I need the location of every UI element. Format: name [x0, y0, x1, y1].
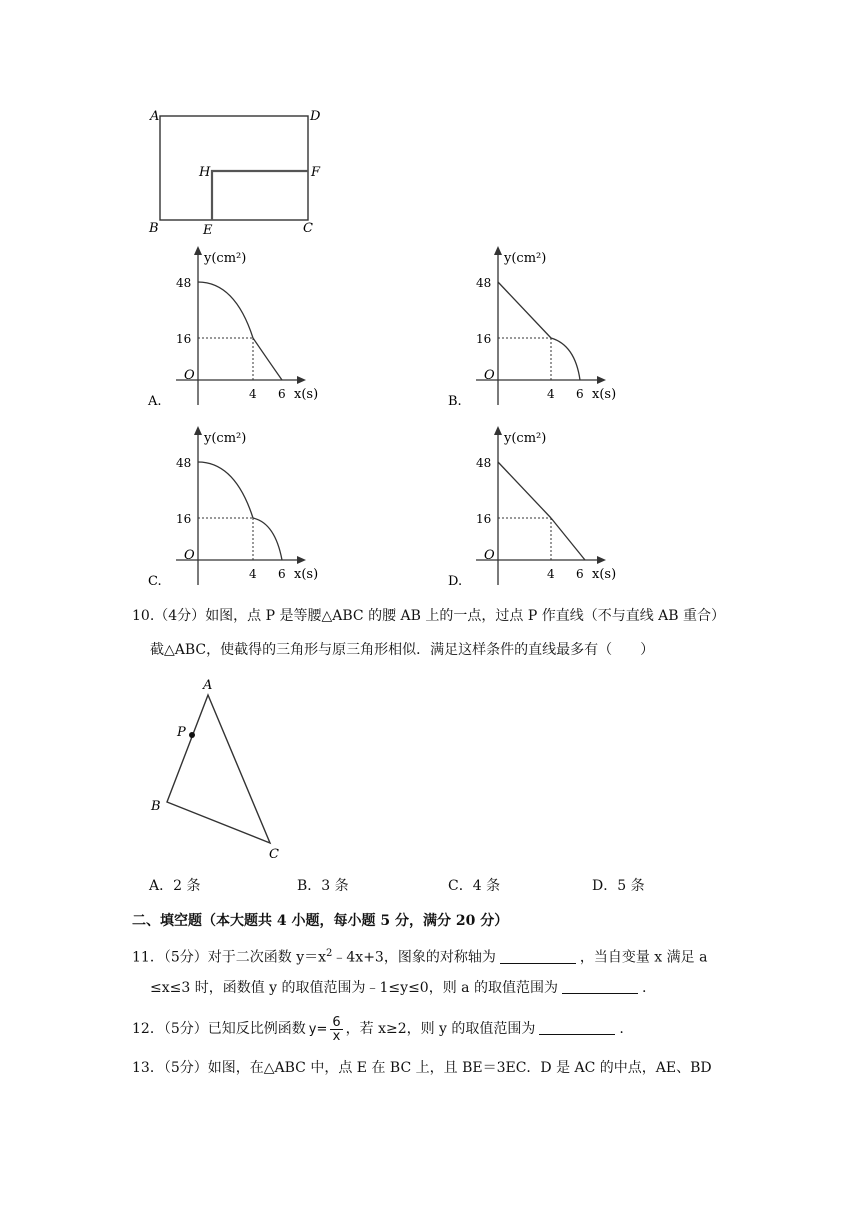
label-E: E — [203, 223, 213, 238]
option-letter: C. — [148, 574, 162, 589]
q11-line1 — [132, 944, 707, 968]
y-tick-48: 48 — [476, 456, 492, 470]
section-heading: 二、填空题（本大题共 4 小题，每小题 5 分，满分 20 分） — [132, 913, 509, 929]
graph-option-b — [440, 245, 620, 410]
fraction-numerator: 6 — [332, 1014, 341, 1030]
q10-option-d[interactable]: D．5 条 — [592, 878, 645, 894]
option-letter: D. — [448, 574, 463, 589]
label-F: F — [311, 165, 321, 180]
q10-option-b[interactable]: B．3 条 — [297, 878, 349, 894]
y-tick-16: 16 — [476, 512, 492, 526]
graph-option-a — [140, 245, 320, 410]
fraction — [330, 1016, 342, 1043]
y-tick-16: 16 — [176, 332, 192, 346]
y-axis-label: y(cm²) — [504, 431, 547, 446]
q12-text-3: . — [619, 1021, 624, 1037]
question-text: 如图，在△ABC 中，点 E 在 BC 上，且 BE＝3EC．D 是 AC 的中点，AE、BD — [207, 1060, 712, 1076]
label-H: H — [199, 165, 211, 180]
x-tick-6: 6 — [576, 387, 584, 401]
fraction-denominator: x — [332, 1028, 341, 1044]
answer-blank[interactable] — [562, 979, 638, 994]
option-letter: B. — [448, 394, 462, 409]
question-text: 如图，点 P 是等腰△ABC 的腰 AB 上的一点，过点 P 作直线（不与直线 AB 重合） — [205, 608, 726, 624]
question-number: 12． — [132, 1021, 164, 1037]
q10-line1 — [132, 606, 725, 626]
graph-option-c — [140, 425, 320, 590]
origin-label: O — [484, 548, 495, 563]
triangle-figure — [145, 675, 305, 865]
y-axis-label: y(cm²) — [504, 251, 547, 266]
x-tick-4: 4 — [547, 387, 555, 401]
x-axis-label: x(s) — [294, 567, 319, 582]
label-B: B — [149, 221, 159, 236]
answer-blank[interactable] — [500, 949, 576, 964]
q11-text-2: ﹣4x+3，图象的对称轴为 — [332, 949, 496, 966]
q12-text-2: ，若 x≥2，则 y 的取值范围为 — [345, 1021, 536, 1037]
x-tick-4: 4 — [249, 567, 257, 581]
x-tick-4: 4 — [547, 567, 555, 581]
label-C: C — [303, 221, 313, 236]
y-tick-16: 16 — [476, 332, 492, 346]
option-letter: A. — [148, 394, 162, 409]
label-A: A — [203, 678, 213, 693]
x-tick-6: 6 — [278, 567, 286, 581]
question-score: （5分） — [163, 1021, 208, 1037]
q10-option-a[interactable]: A．2 条 — [149, 878, 201, 894]
point-p — [189, 732, 195, 738]
origin-label: O — [484, 368, 495, 383]
label-A: A — [150, 109, 160, 124]
label-C: C — [269, 847, 279, 862]
answer-blank[interactable] — [539, 1020, 615, 1035]
q11-text-1: 对于二次函数 y＝x — [207, 949, 327, 966]
y-axis-label: y(cm²) — [204, 431, 247, 446]
y-tick-48: 48 — [176, 456, 192, 470]
x-axis-label: x(s) — [592, 387, 617, 402]
y-tick-16: 16 — [176, 512, 192, 526]
q10-option-c[interactable]: C．4 条 — [448, 878, 501, 894]
origin-label: O — [184, 368, 195, 383]
q12-line — [132, 1014, 624, 1045]
q12-text-1: 已知反比例函数 — [207, 1021, 306, 1037]
origin-label: O — [184, 548, 195, 563]
q11-text-5: . — [641, 980, 647, 996]
graph-option-d — [440, 425, 620, 590]
q11-text-3: ，当自变量 x 满足 a — [579, 949, 708, 966]
y-tick-48: 48 — [476, 276, 492, 290]
fraction-lhs: y= — [308, 1022, 328, 1037]
label-B: B — [151, 799, 161, 814]
q13-line — [132, 1058, 712, 1078]
q11-text-4: ≤x≤3 时，函数值 y 的取值范围为﹣1≤y≤0，则 a 的取值范围为 — [150, 980, 558, 996]
question-number: 11． — [132, 949, 164, 966]
x-axis-label: x(s) — [592, 567, 617, 582]
x-tick-6: 6 — [576, 567, 584, 581]
label-D: D — [310, 109, 321, 124]
x-tick-4: 4 — [249, 387, 257, 401]
x-axis-label: x(s) — [294, 387, 319, 402]
x-tick-6: 6 — [278, 387, 286, 401]
q11-superscript: 2 — [326, 948, 333, 959]
y-axis-label: y(cm²) — [204, 251, 247, 266]
question-number: 10. — [132, 608, 155, 624]
rectangle-figure — [140, 100, 340, 240]
question-number: 13． — [132, 1060, 164, 1076]
question-score: （5分） — [163, 1060, 208, 1076]
question-score: （5分） — [163, 949, 208, 966]
question-score: （4分） — [154, 608, 206, 624]
y-tick-48: 48 — [176, 276, 192, 290]
label-P: P — [177, 725, 186, 740]
q11-line2 — [150, 978, 646, 998]
q10-line2: 截△ABC，使截得的三角形与原三角形相似．满足这样条件的直线最多有（ ） — [150, 642, 655, 658]
